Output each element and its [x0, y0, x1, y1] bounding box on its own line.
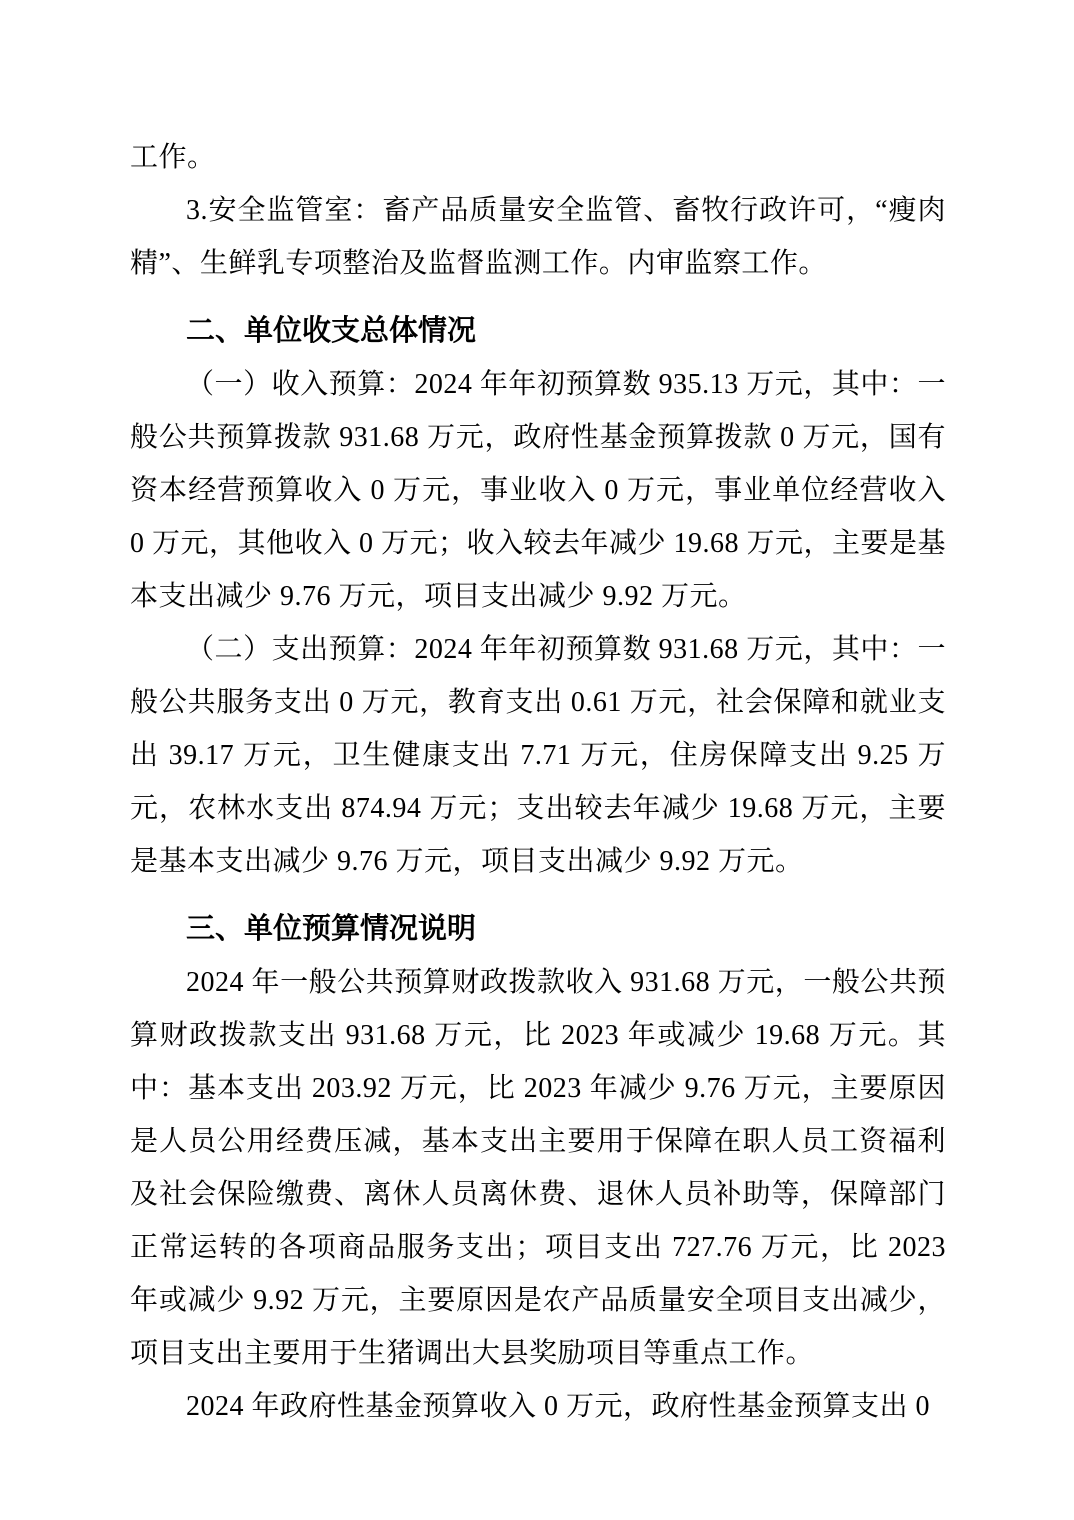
paragraph-safety-supervision-office: 3.安全监管室：畜产品质量安全监管、畜牧行政许可，“瘦肉精”、生鲜乳专项整治及监督监测工作。内审监察工作。: [130, 195, 946, 279]
paragraph-continuation-work: 工作。: [130, 142, 216, 173]
paragraph-government-fund-budget: 2024 年政府性基金预算收入 0 万元，政府性基金预算支出 0: [186, 1391, 931, 1422]
section-heading-unit-budget-explanation: 三、单位预算情况说明: [186, 913, 477, 945]
paragraph-general-public-budget-detail: 2024 年一般公共预算财政拨款收入 931.68 万元，一般公共预算财政拨款支出 931.68 万元，比 2023 年或减少 19.68 万元。其中：基本支出 203.92 万元，比 2023 年减少 9.76 万元，主要原因是人员公用经费压减，基本支出主要用于保障在职人员工资福利及社会保险缴费、离休人员离休费、退休人员补助等，保障部门正常运转的各项商品服务支出；项目支出 727.76 万元，比 2023 年或减少 9.92 万元，主要原因是农产品质量安全项目支出减少，项目支出主要用于生猪调出大县奖励项目等重点工作。: [130, 967, 946, 1369]
document-body: [130, 0, 946, 1433]
section-heading-unit-revenue-expenditure: 二、单位收支总体情况: [186, 315, 477, 347]
paragraph-income-budget: （一）收入预算：2024 年年初预算数 935.13 万元，其中：一般公共预算拨款 931.68 万元，政府性基金预算拨款 0 万元，国有资本经营预算收入 0 万元，事业收入 0 万元，事业单位经营收入 0 万元，其他收入 0 万元；收入较去年减少 19.68 万元，主要是基本支出减少 9.76 万元，项目支出减少 9.92 万元。: [130, 369, 947, 612]
paragraph-expenditure-budget: （二）支出预算：2024 年年初预算数 931.68 万元，其中：一般公共服务支出 0 万元，教育支出 0.61 万元，社会保障和就业支出 39.17 万元，卫生健康支出 7.71 万元，住房保障支出 9.25 万元，农林水支出 874.94 万元；支出较去年减少 19.68 万元，主要是基本支出减少 9.76 万元，项目支出减少 9.92 万元。: [130, 634, 946, 877]
